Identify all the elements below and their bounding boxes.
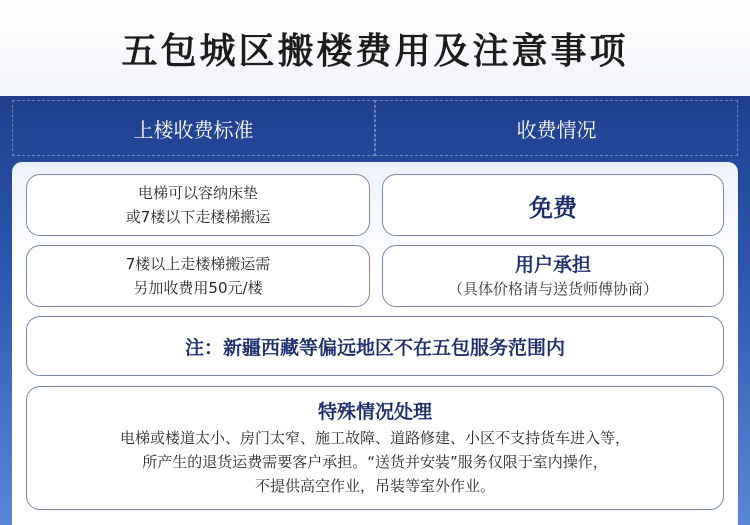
row2-right-main: 用户承担 (514, 254, 591, 276)
special-title: 特殊情况处理 (317, 401, 432, 423)
row2-right-box (382, 245, 724, 307)
row2-left-line2: 另加收费用50元/楼 (133, 279, 263, 297)
special-line3: 不提供高空作业，吊装等室外作业。 (254, 477, 495, 495)
row1-right-main: 免费 (529, 193, 577, 222)
note-box (26, 316, 724, 376)
title-bar (0, 0, 750, 96)
special-box (26, 386, 724, 510)
row2-right-sub: （具体价格请与送货师傅协商） (447, 280, 658, 298)
row2-left-box (26, 245, 370, 307)
special-line2: 所产生的退货运费需要客户承担。“送货并安装”服务仅限于室内操作， (142, 453, 608, 471)
row1-left-line1: 电梯可以容纳床垫 (137, 184, 258, 202)
page-title: 五包城区搬楼费用及注意事项 (121, 30, 629, 72)
row2-left-line1: 7楼以上走楼梯搬运需 (125, 255, 271, 273)
row1-left-box (26, 174, 370, 236)
header-fee-status: 收费情况 (375, 100, 738, 156)
row1-left-line2: 或7楼以下走楼梯搬运 (125, 208, 271, 226)
header-fee-standard: 上楼收费标准 (12, 100, 375, 156)
table-header (12, 100, 738, 156)
special-line1: 电梯或楼道太小、房门太窄、施工故障、道路修建、小区不支持货车进入等， (119, 429, 630, 447)
row1-right-box (382, 174, 724, 236)
note-text: 注：新疆西藏等偏远地区不在五包服务范围内 (184, 336, 565, 359)
